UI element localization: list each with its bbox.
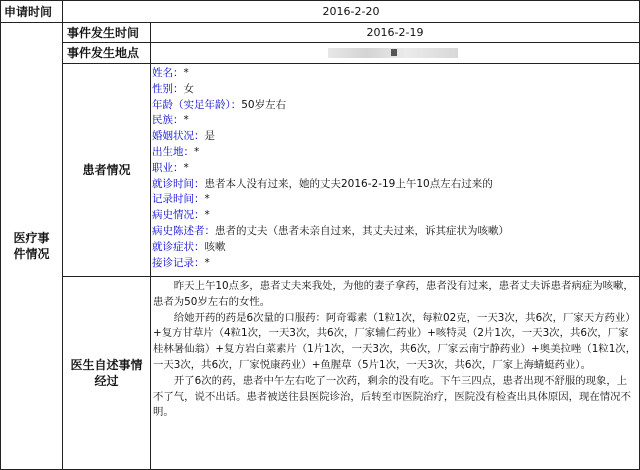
patient-field: 姓名：* <box>152 67 189 79</box>
patient-field: 病史情况：* <box>152 209 210 222</box>
patient-field: 婚姻状况：是 <box>152 130 215 143</box>
event-place-value <box>151 43 640 64</box>
patient-field: 就诊症状：咳嗽 <box>152 240 226 253</box>
patient-field: 病史陈述者：患者的丈夫（患者未亲自过来，其丈夫过来，诉其症状为咳嗽） <box>152 224 509 237</box>
patient-field: 民族：* <box>152 114 189 127</box>
apply-time-label: 申请时间 <box>1 1 63 23</box>
redaction-mark <box>391 49 397 56</box>
patient-row <box>1 64 640 277</box>
patient-field: 就诊时间：患者本人没有过来，她的丈夫2016-2-19上午10点左右过来的 <box>152 177 493 190</box>
section-label-text: 医疗事件情况 <box>13 231 50 261</box>
event-time-label: 事件发生时间 <box>63 23 151 43</box>
patient-label: 患者情况 <box>63 64 151 277</box>
narrative-paragraph: 开了6次的药，患者中午左右吃了一次药，剩余的没有吃。下午三四点，患者出现不舒服的现象，上不了气，说不出话。患者被送往县医院诊治，后转至市医院治疗，医院没有检查出具体原因，现在情况不明。 <box>153 374 631 419</box>
event-place-label: 事件发生地点 <box>63 43 151 64</box>
section-label <box>1 23 63 470</box>
narrative-paragraph: 昨天上午10点多，患者丈夫来我处，为他的妻子拿药，患者没有过来，患者丈夫诉患者病症为咳嗽，患者为50岁左右的女性。 <box>153 280 634 308</box>
narrative-paragraph: 给她开药的药是6次量的口服药：阿奇霉素（1粒1次，每粒02克，一天3次，共6次，厂家天方药业）+复方甘草片（4粒1次，一天3次，共6次，厂家辅仁药业）+咳特灵（2片1次，一天3次，共6次，厂家桂林暑仙翁）+复方岩白菜素片（1片1次，一天3次，共6次，厂家云南宁静药业）+奥美拉唑（1粒1次，一天3次，共6次，厂家悦康药业）+鱼腥草（5片1次，一天3次，共6次，厂家上海蜻蜓药业）。 <box>153 311 637 371</box>
event-place-row <box>1 43 640 64</box>
self-report-label <box>63 277 151 470</box>
patient-field: 性别：女 <box>152 82 194 95</box>
patient-field: 接诊记录：* <box>152 256 210 269</box>
self-report-label-text: 医生自述事情经过 <box>70 358 143 388</box>
self-report-narrative <box>151 277 640 470</box>
apply-time-row <box>1 1 640 23</box>
patient-field: 年龄（实足年龄）：50岁左右 <box>152 98 287 111</box>
patient-info <box>151 64 640 277</box>
self-report-row <box>1 277 640 470</box>
patient-field: 职业：* <box>152 161 189 174</box>
apply-time-value: 2016-2-20 <box>63 1 640 23</box>
redacted-place <box>328 48 458 58</box>
event-time-value: 2016-2-19 <box>151 23 640 43</box>
patient-field: 出生地：* <box>152 145 200 158</box>
event-time-row <box>1 23 640 43</box>
patient-field: 记录时间：* <box>152 193 210 206</box>
